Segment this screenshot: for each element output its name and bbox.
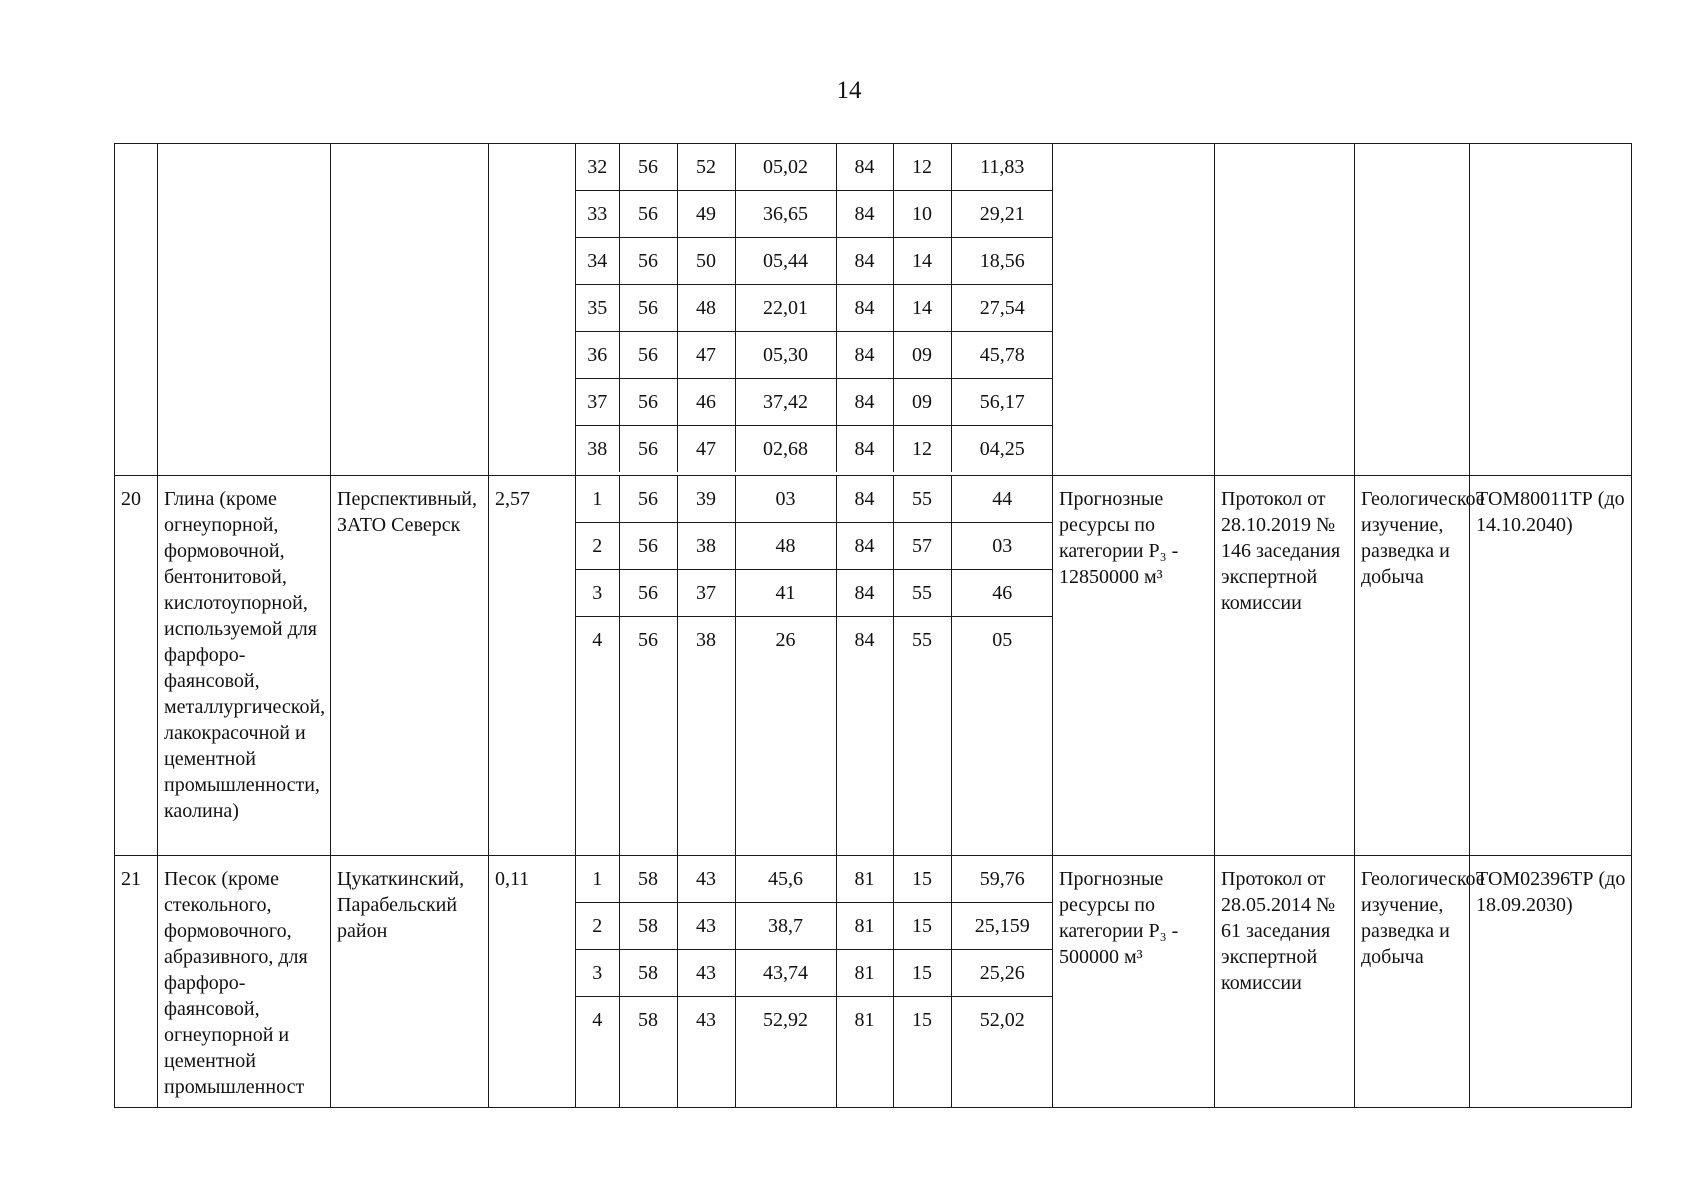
lat-seconds: 22,01 <box>735 285 836 332</box>
lat-minutes: 39 <box>677 476 735 523</box>
coordinate-row <box>576 950 1053 997</box>
point-number: 32 <box>576 144 619 191</box>
table-row <box>115 856 1632 1108</box>
lat-degrees: 56 <box>619 238 677 285</box>
license-cell: ТОМ80011ТР (до 14.10.2040) <box>1470 476 1632 856</box>
coordinate-row <box>576 523 1053 570</box>
coordinates-cell <box>576 856 1053 1108</box>
lat-seconds: 52,92 <box>735 997 836 1044</box>
coordinates-table <box>576 856 1053 1107</box>
lat-degrees: 58 <box>619 903 677 950</box>
lat-minutes: 47 <box>677 332 735 379</box>
point-number: 38 <box>587 438 608 460</box>
lon-degrees: 84 <box>836 617 893 664</box>
lat-degrees: 56 <box>619 523 677 570</box>
coordinate-row <box>576 426 1053 473</box>
lon-seconds: 18,56 <box>951 238 1053 285</box>
coordinates-cell <box>576 144 1053 476</box>
mineral-cell <box>158 144 331 476</box>
lon-seconds: 52,02 <box>951 997 1053 1044</box>
table-row <box>115 144 1632 476</box>
lon-degrees: 81 <box>836 950 893 997</box>
lon-degrees: 81 <box>836 903 893 950</box>
lon-minutes: 55 <box>893 570 951 617</box>
lon-seconds: 25,159 <box>951 903 1053 950</box>
lat-seconds: 45,6 <box>735 856 836 903</box>
size-cell <box>489 144 576 476</box>
resources-cell <box>1053 144 1215 476</box>
page-number: 14 <box>836 77 862 104</box>
license-cell <box>1470 144 1632 476</box>
lon-minutes: 15 <box>893 997 951 1044</box>
area-cell: Цукаткинский, Парабельский район <box>331 856 489 1108</box>
lon-degrees: 84 <box>836 476 893 523</box>
lon-seconds: 45,78 <box>951 332 1053 379</box>
protocol-cell <box>1215 144 1355 476</box>
lon-minutes: 15 <box>893 856 951 903</box>
point-number: 37 <box>576 379 619 426</box>
protocol-cell: Протокол от 28.10.2019 № 146 заседания экспертной комиссии <box>1215 476 1355 856</box>
lat-minutes: 38 <box>677 523 735 570</box>
lon-degrees: 84 <box>836 191 893 238</box>
lat-minutes: 48 <box>677 285 735 332</box>
row-number <box>115 144 158 476</box>
lat-minutes: 38 <box>677 617 735 664</box>
lon-minutes: 14 <box>893 285 951 332</box>
coordinate-filler <box>576 663 1053 855</box>
lon-seconds: 59,76 <box>951 856 1053 903</box>
lat-seconds: 37,42 <box>735 379 836 426</box>
lon-seconds: 03 <box>951 523 1053 570</box>
lat-minutes: 49 <box>677 191 735 238</box>
coordinate-row <box>576 570 1053 617</box>
purpose-cell <box>1355 144 1470 476</box>
lon-seconds: 56,17 <box>951 379 1053 426</box>
lat-minutes: 43 <box>677 950 735 997</box>
lat-seconds: 02,68 <box>735 426 836 473</box>
lat-degrees: 56 <box>619 332 677 379</box>
coordinate-row <box>576 856 1053 903</box>
lat-seconds: 48 <box>735 523 836 570</box>
lat-minutes: 50 <box>677 238 735 285</box>
lon-minutes: 12 <box>893 426 951 473</box>
lon-seconds: 25,26 <box>951 950 1053 997</box>
lon-seconds: 11,83 <box>951 144 1053 191</box>
lat-degrees: 58 <box>619 950 677 997</box>
point-number: 3 <box>576 570 619 617</box>
coordinates-table <box>576 476 1053 855</box>
coordinate-row <box>576 379 1053 426</box>
size-cell: 0,11 <box>489 856 576 1108</box>
lon-minutes: 15 <box>893 903 951 950</box>
point-number: 1 <box>576 856 619 903</box>
lon-seconds: 44 <box>951 476 1053 523</box>
lon-degrees: 84 <box>836 426 893 473</box>
point-number: 34 <box>576 238 619 285</box>
lat-minutes: 37 <box>677 570 735 617</box>
lat-seconds: 26 <box>735 617 836 664</box>
lat-minutes: 43 <box>677 997 735 1044</box>
point-number: 2 <box>576 523 619 570</box>
point-number: 4 <box>592 629 603 651</box>
lon-degrees: 84 <box>836 570 893 617</box>
lat-seconds: 05,30 <box>735 332 836 379</box>
row-number: 21 <box>115 856 158 1108</box>
lon-minutes: 09 <box>893 379 951 426</box>
coordinate-row <box>576 285 1053 332</box>
mineral-cell: Песок (кроме стекольного, формовочного, абразивного, для фарфоро-фаянсовой, огнеупорной и цементной промышленност <box>158 856 331 1108</box>
lat-seconds: 05,44 <box>735 238 836 285</box>
lat-degrees: 56 <box>619 570 677 617</box>
resources-cell: Прогнозные ресурсы по категории Р₃ - 12850000 м³ <box>1053 476 1215 856</box>
lon-degrees: 81 <box>836 997 893 1044</box>
lat-minutes: 43 <box>677 903 735 950</box>
coordinates-cell <box>576 476 1053 856</box>
lon-seconds: 04,25 <box>951 426 1053 473</box>
lat-minutes: 46 <box>677 379 735 426</box>
lon-minutes: 12 <box>893 144 951 191</box>
purpose-cell: Геологическое изучение, разведка и добыча <box>1355 856 1470 1108</box>
point-number: 36 <box>576 332 619 379</box>
lat-degrees: 56 <box>619 191 677 238</box>
point-number: 2 <box>576 903 619 950</box>
size-cell: 2,57 <box>489 476 576 856</box>
lat-minutes: 47 <box>677 426 735 473</box>
lat-seconds: 05,02 <box>735 144 836 191</box>
lon-minutes: 55 <box>893 617 951 664</box>
lon-minutes: 15 <box>893 950 951 997</box>
point-number: 35 <box>576 285 619 332</box>
lat-seconds: 41 <box>735 570 836 617</box>
lat-degrees: 56 <box>619 144 677 191</box>
lon-minutes: 55 <box>893 476 951 523</box>
point-number: 3 <box>576 950 619 997</box>
lon-degrees: 84 <box>836 379 893 426</box>
coordinate-filler <box>576 1043 1053 1107</box>
lat-degrees: 56 <box>619 379 677 426</box>
lon-seconds: 46 <box>951 570 1053 617</box>
area-cell <box>331 144 489 476</box>
lat-minutes: 43 <box>677 856 735 903</box>
lat-degrees: 56 <box>619 285 677 332</box>
coordinate-row <box>576 617 1053 664</box>
point-number: 4 <box>592 1009 603 1031</box>
lat-degrees: 58 <box>619 856 677 903</box>
coordinate-row <box>576 903 1053 950</box>
lat-seconds: 38,7 <box>735 903 836 950</box>
lon-seconds: 27,54 <box>951 285 1053 332</box>
lat-degrees: 56 <box>619 617 677 664</box>
resources-cell: Прогнозные ресурсы по категории Р₃ - 500000 м³ <box>1053 856 1215 1108</box>
area-cell: Перспективный, ЗАТО Северск <box>331 476 489 856</box>
lon-degrees: 84 <box>836 523 893 570</box>
lon-degrees: 84 <box>836 332 893 379</box>
coordinate-row <box>576 332 1053 379</box>
coordinate-row <box>576 238 1053 285</box>
lat-degrees: 56 <box>619 476 677 523</box>
point-number: 33 <box>576 191 619 238</box>
row-number: 20 <box>115 476 158 856</box>
lon-minutes: 10 <box>893 191 951 238</box>
lon-minutes: 14 <box>893 238 951 285</box>
coordinate-row <box>576 476 1053 523</box>
lon-degrees: 84 <box>836 285 893 332</box>
lon-degrees: 84 <box>836 144 893 191</box>
lat-seconds: 36,65 <box>735 191 836 238</box>
mineral-cell: Глина (кроме огнеупорной, формовочной, бентонитовой, кислотоупорной, используемой для фарфоро-фаянсовой, металлургической, лакокрасочной и цементной промышленности, каолина) <box>158 476 331 856</box>
table-row <box>115 476 1632 856</box>
lon-degrees: 81 <box>836 856 893 903</box>
lon-seconds: 05 <box>951 617 1053 664</box>
coordinates-table <box>576 144 1053 472</box>
lon-degrees: 84 <box>836 238 893 285</box>
lat-degrees: 56 <box>619 426 677 473</box>
lat-degrees: 58 <box>619 997 677 1044</box>
coordinate-row <box>576 191 1053 238</box>
lon-seconds: 29,21 <box>951 191 1053 238</box>
point-number: 1 <box>576 476 619 523</box>
lat-minutes: 52 <box>677 144 735 191</box>
subsoil-areas-table <box>114 143 1632 1108</box>
lat-seconds: 03 <box>735 476 836 523</box>
lon-minutes: 57 <box>893 523 951 570</box>
license-cell: ТОМ02396ТР (до 18.09.2030) <box>1470 856 1632 1108</box>
lat-seconds: 43,74 <box>735 950 836 997</box>
coordinate-row <box>576 997 1053 1044</box>
coordinate-row <box>576 144 1053 191</box>
purpose-cell: Геологическое изучение, разведка и добыча <box>1355 476 1470 856</box>
lon-minutes: 09 <box>893 332 951 379</box>
protocol-cell: Протокол от 28.05.2014 № 61 заседания экспертной комиссии <box>1215 856 1355 1108</box>
